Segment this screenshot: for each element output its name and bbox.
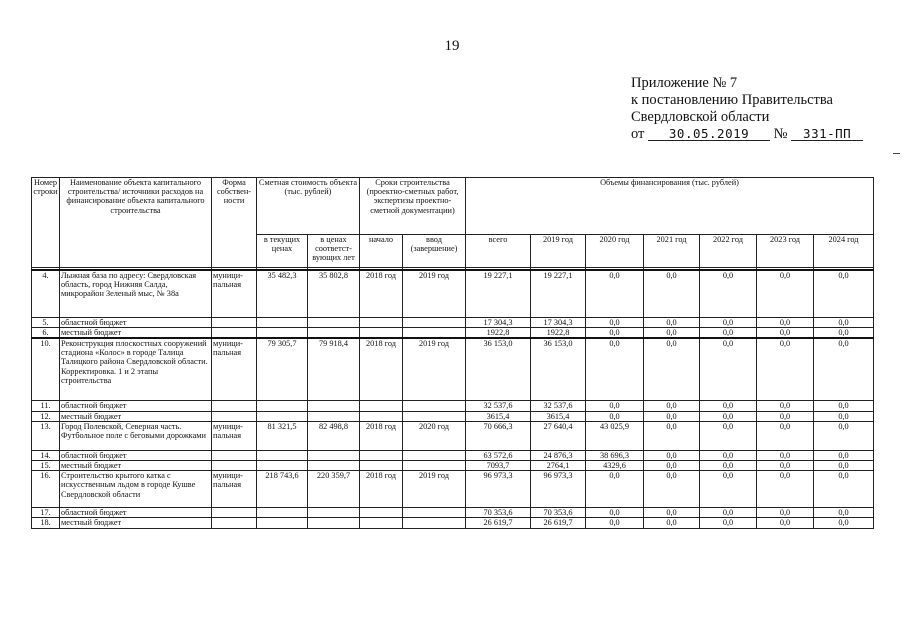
amount-2023-cell: 0,0 (757, 401, 814, 411)
cost-current-cell (257, 518, 308, 528)
term-start-cell (360, 461, 403, 471)
term-end-cell: 2020 год (403, 421, 466, 450)
total-cell: 36 153,0 (466, 338, 531, 401)
term-end-cell (403, 327, 466, 338)
table-row (32, 270, 874, 317)
amount-2021-cell: 0,0 (644, 401, 700, 411)
cost-corresponding-cell (308, 327, 360, 338)
header-object-name: Наименование объекта капитального строительства/ источники расходов на финансирование объекта капитального строительства (60, 178, 212, 268)
total-cell: 7093,7 (466, 461, 531, 471)
amount-2024-cell: 0,0 (814, 270, 874, 317)
amount-2019-cell: 24 876,3 (531, 450, 586, 460)
object-name-cell: Реконструкция плоскостных сооружений стадиона «Колос» в городе Талица Талицкого района Свердловской области. Корректировка. 1 и 2 этапы строительства (60, 338, 212, 401)
ownership-cell (212, 508, 257, 518)
amount-2024-cell: 0,0 (814, 327, 874, 338)
cost-current-cell: 79 305,7 (257, 338, 308, 401)
header-funding-volumes: Объемы финансирования (тыс. рублей) (466, 178, 874, 235)
from-label: от (631, 126, 645, 142)
amount-2020-cell: 0,0 (586, 411, 644, 421)
object-name-cell: местный бюджет (60, 411, 212, 421)
amount-2022-cell: 0,0 (700, 411, 757, 421)
appendix-date-line (631, 126, 891, 143)
row-number-cell: 13. (32, 421, 60, 450)
amount-2024-cell: 0,0 (814, 461, 874, 471)
cost-corresponding-cell: 220 359,7 (308, 471, 360, 508)
ownership-cell: муници-пальная (212, 338, 257, 401)
object-name-cell: Строительство крытого катка с искусственным льдом в городе Кушве Свердловской области (60, 471, 212, 508)
cost-corresponding-cell (308, 508, 360, 518)
total-cell: 26 619,7 (466, 518, 531, 528)
row-number-cell: 18. (32, 518, 60, 528)
amount-2020-cell: 0,0 (586, 518, 644, 528)
cost-current-cell (257, 450, 308, 460)
table-row (32, 317, 874, 327)
row-number-cell: 5. (32, 317, 60, 327)
total-cell: 70 666,3 (466, 421, 531, 450)
row-number-cell: 14. (32, 450, 60, 460)
total-cell: 1922,8 (466, 327, 531, 338)
amount-2023-cell: 0,0 (757, 327, 814, 338)
amount-2021-cell: 0,0 (644, 450, 700, 460)
amount-2024-cell: 0,0 (814, 421, 874, 450)
total-cell: 63 572,6 (466, 450, 531, 460)
amount-2019-cell: 27 640,4 (531, 421, 586, 450)
amount-2019-cell: 96 973,3 (531, 471, 586, 508)
amount-2022-cell: 0,0 (700, 461, 757, 471)
term-start-cell (360, 508, 403, 518)
cost-current-cell (257, 461, 308, 471)
term-start-cell (360, 327, 403, 338)
amount-2023-cell: 0,0 (757, 518, 814, 528)
amount-2023-cell: 0,0 (757, 508, 814, 518)
term-start-cell (360, 317, 403, 327)
cost-current-cell (257, 508, 308, 518)
header-year-2019: 2019 год (531, 235, 586, 268)
amount-2021-cell: 0,0 (644, 518, 700, 528)
header-estimated-cost: Сметная стоимость объекта (тыс. рублей) (257, 178, 360, 235)
amount-2021-cell: 0,0 (644, 327, 700, 338)
table-row (32, 411, 874, 421)
financing-table (31, 177, 874, 529)
appendix-region-line: Свердловской области (631, 109, 770, 125)
appendix-title: Приложение № 7 (631, 75, 738, 91)
amount-2022-cell: 0,0 (700, 421, 757, 450)
term-end-cell: 2019 год (403, 270, 466, 317)
amount-2023-cell: 0,0 (757, 421, 814, 450)
amount-2019-cell: 70 353,6 (531, 508, 586, 518)
total-cell: 17 304,3 (466, 317, 531, 327)
term-end-cell (403, 450, 466, 460)
total-cell: 32 537,6 (466, 401, 531, 411)
ownership-cell: муници-пальная (212, 471, 257, 508)
object-name-cell: областной бюджет (60, 317, 212, 327)
cost-corresponding-cell (308, 411, 360, 421)
term-start-cell: 2018 год (360, 338, 403, 401)
amount-2023-cell: 0,0 (757, 317, 814, 327)
ownership-cell (212, 518, 257, 528)
row-number-cell: 17. (32, 508, 60, 518)
amount-2022-cell: 0,0 (700, 317, 757, 327)
table-body (32, 270, 874, 528)
cost-current-cell: 218 743,6 (257, 471, 308, 508)
term-start-cell: 2018 год (360, 471, 403, 508)
amount-2022-cell: 0,0 (700, 327, 757, 338)
amount-2019-cell: 17 304,3 (531, 317, 586, 327)
amount-2023-cell: 0,0 (757, 461, 814, 471)
cost-corresponding-cell (308, 401, 360, 411)
ownership-cell (212, 461, 257, 471)
amount-2020-cell: 0,0 (586, 401, 644, 411)
page-number: 19 (444, 38, 460, 54)
term-start-cell (360, 450, 403, 460)
appendix-resolution-line: к постановлению Правительства (631, 92, 833, 108)
amount-2024-cell: 0,0 (814, 317, 874, 327)
amount-2024-cell: 0,0 (814, 411, 874, 421)
margin-mark (893, 153, 900, 154)
header-term-start: начало (360, 235, 403, 268)
term-end-cell (403, 411, 466, 421)
object-name-cell: местный бюджет (60, 461, 212, 471)
ownership-cell (212, 327, 257, 338)
ownership-cell (212, 317, 257, 327)
table-row (32, 421, 874, 450)
amount-2019-cell: 2764,1 (531, 461, 586, 471)
term-end-cell (403, 317, 466, 327)
row-number-cell: 16. (32, 471, 60, 508)
term-start-cell: 2018 год (360, 421, 403, 450)
amount-2023-cell: 0,0 (757, 270, 814, 317)
cost-corresponding-cell: 79 918,4 (308, 338, 360, 401)
row-number-cell: 11. (32, 401, 60, 411)
cost-corresponding-cell: 35 802,8 (308, 270, 360, 317)
term-end-cell (403, 518, 466, 528)
cost-corresponding-cell (308, 518, 360, 528)
amount-2021-cell: 0,0 (644, 270, 700, 317)
table-row (32, 461, 874, 471)
amount-2019-cell: 1922,8 (531, 327, 586, 338)
appendix-header (631, 75, 891, 143)
amount-2022-cell: 0,0 (700, 338, 757, 401)
term-end-cell (403, 401, 466, 411)
table-row (32, 518, 874, 528)
amount-2019-cell: 32 537,6 (531, 401, 586, 411)
ownership-cell (212, 411, 257, 421)
resolution-number: 331-ПП (791, 127, 863, 141)
cost-corresponding-cell (308, 317, 360, 327)
object-name-cell: областной бюджет (60, 450, 212, 460)
cost-current-cell (257, 317, 308, 327)
header-year-2024: 2024 год (814, 235, 874, 268)
term-end-cell: 2019 год (403, 471, 466, 508)
amount-2019-cell: 3615,4 (531, 411, 586, 421)
amount-2021-cell: 0,0 (644, 421, 700, 450)
table-row (32, 508, 874, 518)
amount-2023-cell: 0,0 (757, 338, 814, 401)
cost-corresponding-cell (308, 450, 360, 460)
amount-2024-cell: 0,0 (814, 450, 874, 460)
table-row (32, 327, 874, 338)
object-name-cell: местный бюджет (60, 518, 212, 528)
term-start-cell (360, 401, 403, 411)
term-end-cell (403, 461, 466, 471)
amount-2021-cell: 0,0 (644, 338, 700, 401)
amount-2021-cell: 0,0 (644, 317, 700, 327)
amount-2020-cell: 0,0 (586, 508, 644, 518)
amount-2021-cell: 0,0 (644, 411, 700, 421)
row-number-cell: 12. (32, 411, 60, 421)
total-cell: 96 973,3 (466, 471, 531, 508)
amount-2019-cell: 26 619,7 (531, 518, 586, 528)
total-cell: 19 227,1 (466, 270, 531, 317)
amount-2021-cell: 0,0 (644, 461, 700, 471)
cost-current-cell: 35 482,3 (257, 270, 308, 317)
amount-2022-cell: 0,0 (700, 450, 757, 460)
header-ownership: Форма собствен-ности (212, 178, 257, 268)
object-name-cell: местный бюджет (60, 327, 212, 338)
amount-2024-cell: 0,0 (814, 471, 874, 508)
amount-2024-cell: 0,0 (814, 508, 874, 518)
cost-current-cell: 81 321,5 (257, 421, 308, 450)
row-number-cell: 10. (32, 338, 60, 401)
resolution-date: 30.05.2019 (648, 127, 770, 141)
row-number-cell: 6. (32, 327, 60, 338)
ownership-cell (212, 450, 257, 460)
row-number-cell: 15. (32, 461, 60, 471)
amount-2020-cell: 0,0 (586, 270, 644, 317)
header-cost-corresponding-years: в ценах соответст-вующих лет (308, 235, 360, 268)
total-cell: 70 353,6 (466, 508, 531, 518)
cost-corresponding-cell (308, 461, 360, 471)
amount-2019-cell: 36 153,0 (531, 338, 586, 401)
header-row-number: Номер строки (32, 178, 60, 268)
ownership-cell (212, 401, 257, 411)
total-cell: 3615,4 (466, 411, 531, 421)
term-end-cell: 2019 год (403, 338, 466, 401)
cost-current-cell (257, 327, 308, 338)
amount-2024-cell: 0,0 (814, 518, 874, 528)
amount-2023-cell: 0,0 (757, 411, 814, 421)
amount-2020-cell: 0,0 (586, 471, 644, 508)
term-start-cell: 2018 год (360, 270, 403, 317)
amount-2024-cell: 0,0 (814, 338, 874, 401)
amount-2020-cell: 43 025,9 (586, 421, 644, 450)
header-year-2022: 2022 год (700, 235, 757, 268)
cost-current-cell (257, 401, 308, 411)
amount-2022-cell: 0,0 (700, 401, 757, 411)
term-start-cell (360, 411, 403, 421)
header-cost-current-prices: в текущих ценах (257, 235, 308, 268)
table-row (32, 401, 874, 411)
cost-corresponding-cell: 82 498,8 (308, 421, 360, 450)
amount-2023-cell: 0,0 (757, 450, 814, 460)
amount-2019-cell: 19 227,1 (531, 270, 586, 317)
amount-2023-cell: 0,0 (757, 471, 814, 508)
header-year-2020: 2020 год (586, 235, 644, 268)
amount-2021-cell: 0,0 (644, 508, 700, 518)
amount-2022-cell: 0,0 (700, 270, 757, 317)
amount-2020-cell: 38 696,3 (586, 450, 644, 460)
header-term-end: ввод (завершение) (403, 235, 466, 268)
amount-2020-cell: 0,0 (586, 338, 644, 401)
amount-2022-cell: 0,0 (700, 518, 757, 528)
amount-2020-cell: 0,0 (586, 317, 644, 327)
cost-current-cell (257, 411, 308, 421)
header-construction-terms: Сроки строительства (проектно-сметных работ, экспертизы проектно-сметной документации) (360, 178, 466, 235)
header-year-2023: 2023 год (757, 235, 814, 268)
ownership-cell: муници-пальная (212, 421, 257, 450)
object-name-cell: Лыжная база по адресу: Свердловская область, город Нижняя Салда, микрорайон Зеленый мыс, № 38а (60, 270, 212, 317)
table-row (32, 450, 874, 460)
amount-2020-cell: 0,0 (586, 327, 644, 338)
amount-2020-cell: 4329,6 (586, 461, 644, 471)
number-label: № (773, 126, 788, 142)
object-name-cell: областной бюджет (60, 508, 212, 518)
object-name-cell: Город Полевской, Северная часть. Футбольное поле с беговыми дорожками (60, 421, 212, 450)
ownership-cell: муници-пальная (212, 270, 257, 317)
row-number-cell: 4. (32, 270, 60, 317)
header-year-2021: 2021 год (644, 235, 700, 268)
header-total: всего (466, 235, 531, 268)
amount-2024-cell: 0,0 (814, 401, 874, 411)
term-end-cell (403, 508, 466, 518)
table-row (32, 338, 874, 401)
amount-2021-cell: 0,0 (644, 471, 700, 508)
term-start-cell (360, 518, 403, 528)
table-row (32, 471, 874, 508)
object-name-cell: областной бюджет (60, 401, 212, 411)
amount-2022-cell: 0,0 (700, 508, 757, 518)
amount-2022-cell: 0,0 (700, 471, 757, 508)
